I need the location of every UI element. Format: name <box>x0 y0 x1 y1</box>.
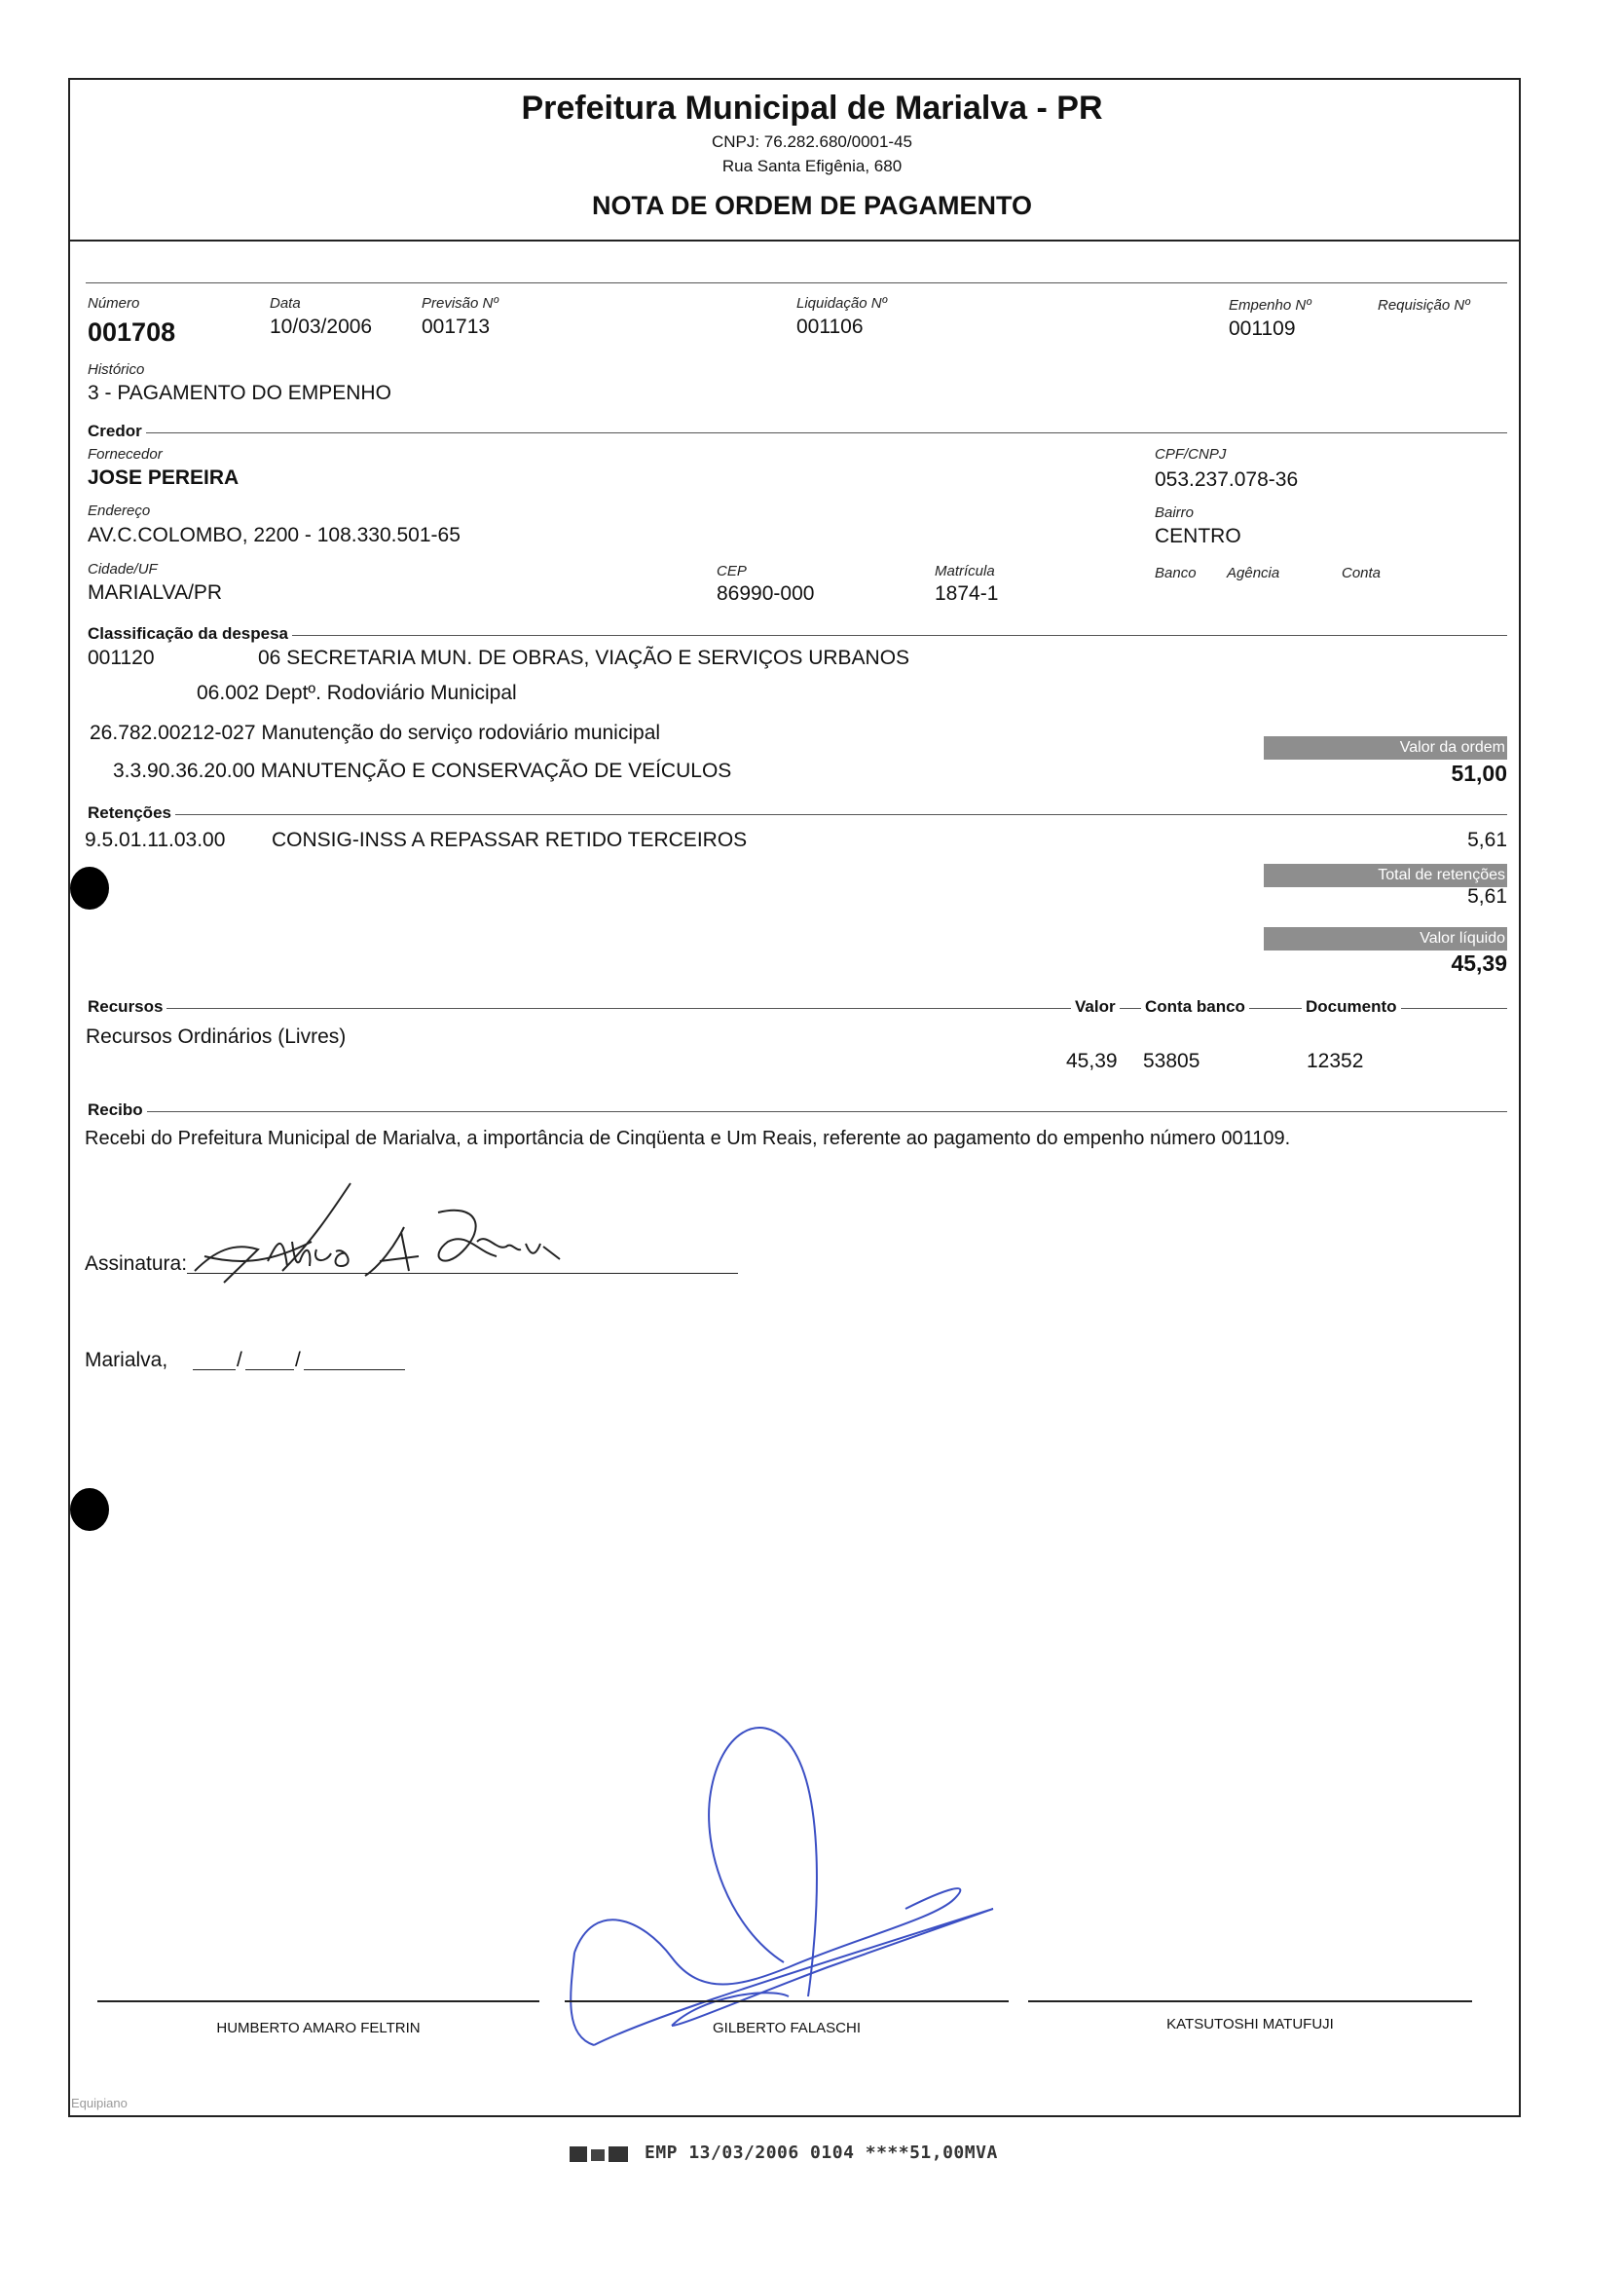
total-retencoes-value: 5,61 <box>1467 885 1507 908</box>
recipient-signature-icon <box>185 1174 633 1310</box>
retencao-valor: 5,61 <box>1467 829 1507 851</box>
classificacao-elemento: 3.3.90.36.20.00 MANUTENÇÃO E CONSERVAÇÃO DE VEÍCULOS <box>113 760 732 782</box>
fornecedor-label: Fornecedor <box>88 446 163 463</box>
classificacao-code: 001120 <box>88 647 155 669</box>
cidade-uf-label: Cidade/UF <box>88 561 158 578</box>
signatory-name-3: KATSUTOSHI MATUFUJI <box>1166 2016 1334 2032</box>
data-value: 10/03/2006 <box>270 316 373 338</box>
valor-liquido-label: Valor líquido <box>1264 927 1507 951</box>
recursos-col-conta: Conta banco <box>1141 997 1249 1017</box>
top-divider <box>86 282 1507 283</box>
classificacao-projeto: 26.782.00212-027 Manutenção do serviço rodoviário municipal <box>90 722 661 744</box>
date-day-line <box>193 1369 236 1370</box>
matricula-value: 1874-1 <box>935 582 999 605</box>
agencia-label: Agência <box>1227 565 1280 581</box>
punch-hole-top <box>70 867 109 910</box>
valor-ordem-value: 51,00 <box>1451 761 1507 786</box>
classificacao-orgao: 06 SECRETARIA MUN. DE OBRAS, VIAÇÃO E SERVIÇOS URBANOS <box>258 647 910 669</box>
signatory-line-3 <box>1028 2000 1472 2002</box>
cnpj-line: CNPJ: 76.282.680/0001-45 <box>711 132 913 151</box>
recursos-desc: Recursos Ordinários (Livres) <box>86 1025 347 1048</box>
official-signature-icon <box>535 1704 1042 2065</box>
valor-ordem-label: Valor da ordem <box>1264 736 1507 760</box>
liquidacao-value: 001106 <box>796 316 864 338</box>
numero-label: Número <box>88 295 140 312</box>
matricula-label: Matrícula <box>935 563 995 579</box>
retencao-code: 9.5.01.11.03.00 <box>85 829 226 851</box>
recursos-documento: 12352 <box>1307 1050 1364 1072</box>
cpf-cnpj-label: CPF/CNPJ <box>1155 446 1227 463</box>
previsao-value: 001713 <box>422 316 491 338</box>
signatory-line-1 <box>97 2000 539 2002</box>
recursos-col-valor: Valor <box>1071 997 1120 1017</box>
recibo-divider <box>88 1111 1507 1112</box>
bairro-value: CENTRO <box>1155 525 1241 547</box>
retencoes-divider <box>88 814 1507 815</box>
total-retencoes-label: Total de retenções <box>1264 864 1507 887</box>
assinatura-label: Assinatura: <box>85 1252 188 1275</box>
recursos-valor: 45,39 <box>1066 1050 1118 1072</box>
credor-section-title: Credor <box>88 422 146 441</box>
endereco-value: AV.C.COLOMBO, 2200 - 108.330.501-65 <box>88 524 461 546</box>
header-divider <box>68 240 1519 242</box>
empenho-value: 001109 <box>1229 317 1296 340</box>
previsao-label: Previsão Nº <box>422 295 498 312</box>
cep-label: CEP <box>717 563 747 579</box>
historico-label: Histórico <box>88 361 145 378</box>
cep-value: 86990-000 <box>717 582 815 605</box>
address-line: Rua Santa Efigênia, 680 <box>721 157 903 175</box>
date-year-line <box>304 1369 405 1370</box>
numero-value: 001708 <box>88 317 176 347</box>
document-title: NOTA DE ORDEM DE PAGAMENTO <box>591 191 1032 220</box>
historico-value: 3 - PAGAMENTO DO EMPENHO <box>88 382 391 404</box>
recibo-text: Recebi do Prefeitura Municipal de Marialva, a importância de Cinqüenta e Um Reais, referente ao pagamento do empenho número 001109. <box>85 1128 1291 1149</box>
signatory-name-2: GILBERTO FALASCHI <box>713 2020 861 2036</box>
empenho-label: Empenho Nº <box>1229 297 1311 314</box>
cpf-cnpj-value: 053.237.078-36 <box>1155 468 1299 491</box>
liquidacao-label: Liquidação Nº <box>796 295 888 312</box>
punch-hole-bottom <box>70 1488 109 1531</box>
mechanical-stamp: EMP 13/03/2006 0104 ****51,00MVA <box>645 2143 998 2163</box>
recursos-conta: 53805 <box>1143 1050 1200 1072</box>
endereco-label: Endereço <box>88 503 151 519</box>
signatory-name-1: HUMBERTO AMARO FELTRIN <box>216 2020 421 2036</box>
retencao-desc: CONSIG-INSS A REPASSAR RETIDO TERCEIROS <box>272 829 748 851</box>
recursos-divider <box>88 1008 1507 1009</box>
classificacao-divider <box>88 635 1507 636</box>
credor-divider <box>88 432 1507 433</box>
classificacao-unidade: 06.002 Deptº. Rodoviário Municipal <box>197 682 517 704</box>
local-label: Marialva, <box>85 1349 168 1371</box>
bairro-label: Bairro <box>1155 504 1195 521</box>
retencoes-section-title: Retenções <box>88 803 175 823</box>
classificacao-section-title: Classificação da despesa <box>88 624 292 644</box>
data-label: Data <box>270 295 301 312</box>
fornecedor-value: JOSE PEREIRA <box>88 466 240 489</box>
page-title: Prefeitura Municipal de Marialva - PR <box>521 90 1103 127</box>
equipiano-label: Equipiano <box>71 2096 128 2110</box>
banco-label: Banco <box>1155 565 1197 581</box>
requisicao-label: Requisição Nº <box>1378 297 1470 314</box>
recibo-section-title: Recibo <box>88 1100 147 1120</box>
stamp-logo-icon <box>568 2144 632 2165</box>
date-month-line <box>245 1369 294 1370</box>
signatory-line-2 <box>565 2000 1009 2002</box>
cidade-uf-value: MARIALVA/PR <box>88 581 223 604</box>
conta-label: Conta <box>1342 565 1382 581</box>
recursos-col-documento: Documento <box>1302 997 1401 1017</box>
recursos-section-title: Recursos <box>88 997 166 1017</box>
valor-liquido-value: 45,39 <box>1451 951 1507 976</box>
